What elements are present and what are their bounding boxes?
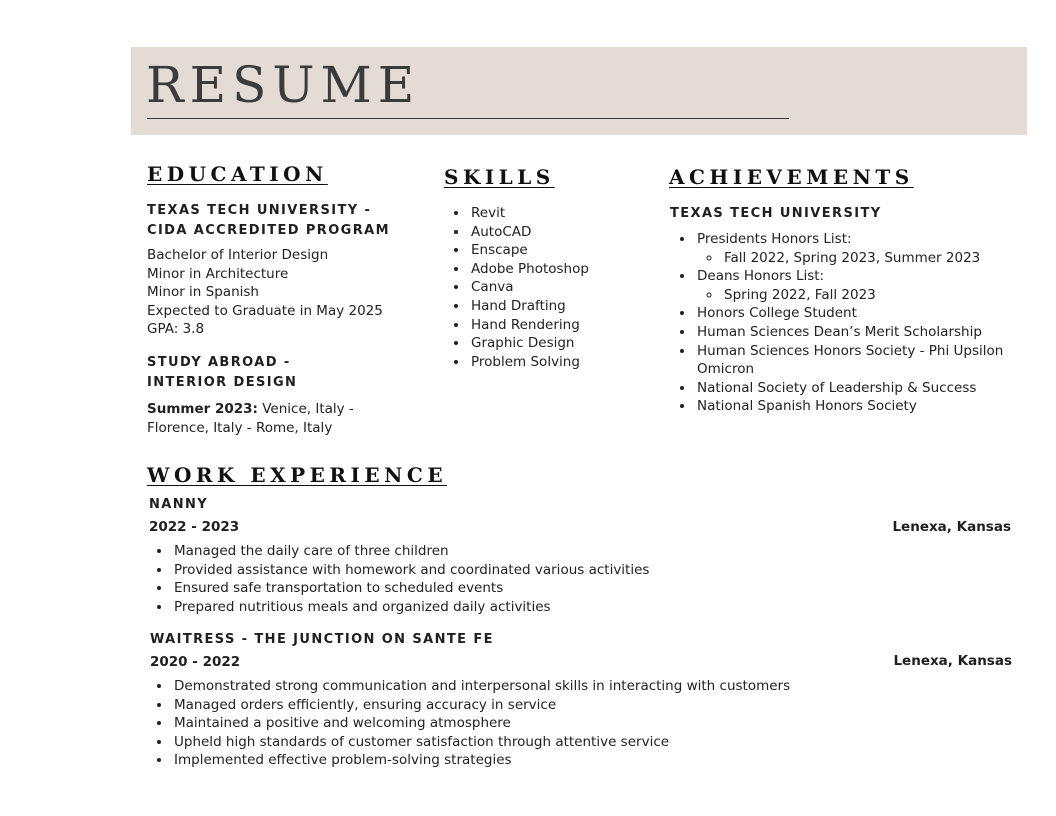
achievement-deans-label: Deans Honors List: [697,268,825,285]
skill-item: • AutoCAD [469,223,589,242]
achievements-list [672,230,1045,416]
education-school-line1: TEXAS TECH UNIVERSITY - [147,203,372,218]
achievement-item: • Human Sciences Dean’s Merit Scholarship [695,323,1045,342]
skill-item: • Revit [469,204,589,223]
achievement-presidents-terms: ◦ Fall 2022, Spring 2023, Summer 2023 [722,249,1045,268]
job-bullets [149,677,790,770]
study-abroad-places-1: Venice, Italy - [257,401,354,417]
job-bullets [149,542,649,616]
achievements-school: TEXAS TECH UNIVERSITY [670,206,882,221]
job-title: WAITRESS - THE JUNCTION ON SANTE FE [150,632,494,647]
skills-list [446,204,589,371]
work-experience-heading: WORK EXPERIENCE [147,463,448,487]
achievement-deans-terms: ◦ Spring 2022, Fall 2023 [722,286,1045,305]
skill-item: • Canva [469,278,589,297]
study-abroad-line1: STUDY ABROAD - [147,355,291,370]
education-gpa: GPA: 3.8 [147,321,205,338]
job-title: NANNY [149,497,209,512]
achievement-item: • Human Sciences Honors Society - Phi Upsilon Omicron [695,342,1045,379]
study-abroad-term: Summer 2023: [147,401,258,417]
job-bullet: • Ensured safe transportation to scheduled events [172,579,649,598]
job-bullet: • Prepared nutritious meals and organized daily activities [172,598,649,617]
job-years: 2020 - 2022 [150,654,241,670]
skill-item: • Enscape [469,241,589,260]
job-bullet: • Upheld high standards of customer satisfaction through attentive service [172,733,790,752]
study-abroad-places-2: Florence, Italy - Rome, Italy [147,419,333,436]
study-abroad-details [147,400,354,437]
job-bullet: • Implemented effective problem-solving strategies [172,751,790,770]
job-bullet: • Managed orders efficiently, ensuring accuracy in service [172,696,790,715]
study-abroad-heading [147,353,297,393]
skill-item: • Graphic Design [469,334,589,353]
achievements-heading: ACHIEVEMENTS [669,165,914,189]
skill-item: • Problem Solving [469,353,589,372]
education-heading: EDUCATION [147,162,328,186]
education-school [147,201,390,241]
achievement-presidents [695,230,1045,267]
job-bullet: • Maintained a positive and welcoming atmosphere [172,714,790,733]
job-location: Lenexa, Kansas [892,519,1011,535]
achievement-item: • Honors College Student [695,304,1045,323]
job-years: 2022 - 2023 [149,519,240,535]
skills-heading: SKILLS [444,165,555,189]
page-title: RESUME [146,56,421,114]
title-divider [147,118,789,119]
education-minor-spanish: Minor in Spanish [147,284,259,301]
skill-item: • Adobe Photoshop [469,260,589,279]
achievement-presidents-label: Presidents Honors List: [697,231,852,247]
education-school-line2: CIDA ACCREDITED PROGRAM [147,223,390,238]
education-details [147,246,383,339]
job-bullet: • Managed the daily care of three children [172,542,649,561]
achievement-item: • National Spanish Honors Society [695,397,1045,416]
achievement-deans [695,267,1045,304]
job-bullet: • Provided assistance with homework and coordinated various activities [172,561,649,580]
skill-item: • Hand Drafting [469,297,589,316]
job-bullet: • Demonstrated strong communication and interpersonal skills in interacting with customers [172,677,790,696]
skill-item: • Hand Rendering [469,316,589,335]
education-minor-architecture: Minor in Architecture [147,265,289,282]
education-degree: Bachelor of Interior Design [147,247,329,263]
study-abroad-line-a [147,400,354,419]
study-abroad-line2: INTERIOR DESIGN [147,375,298,390]
job-location: Lenexa, Kansas [893,653,1012,669]
achievement-item: • National Society of Leadership & Success [695,379,1045,398]
education-graduation: Expected to Graduate in May 2025 [147,302,383,319]
